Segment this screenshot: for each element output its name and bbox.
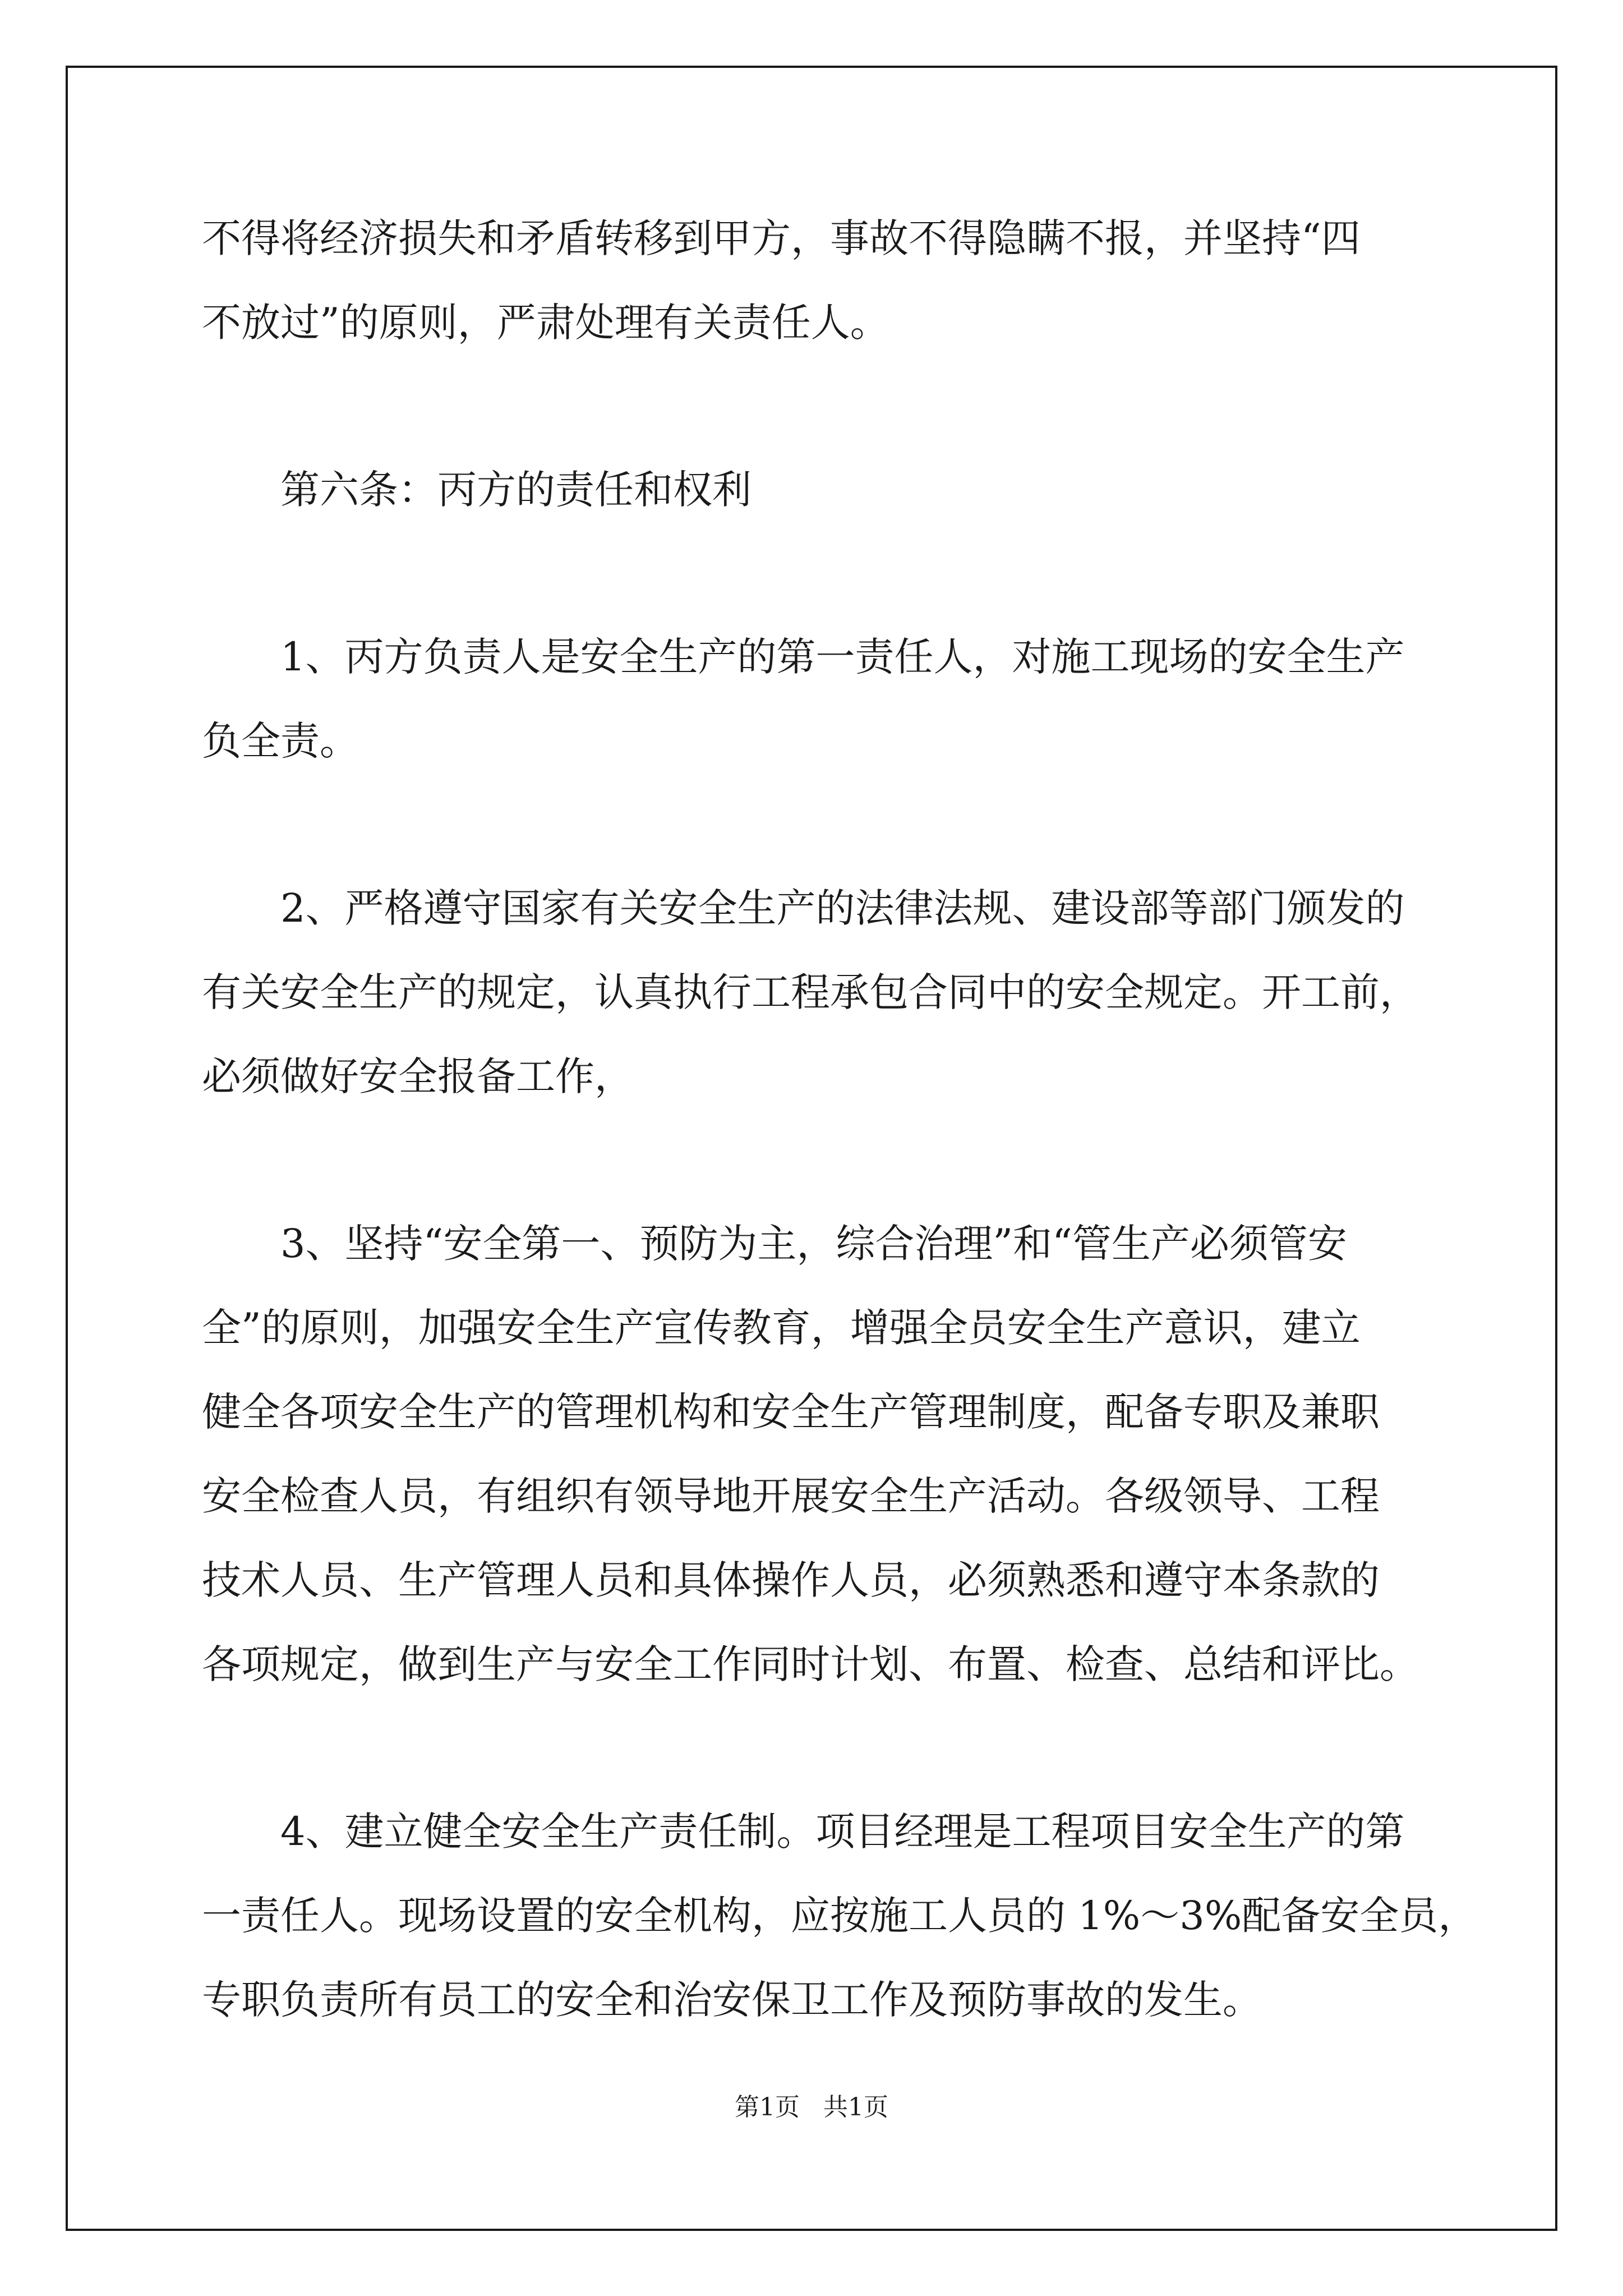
paragraph-item-4: [202, 1789, 1478, 2042]
heading-line: 第六条：丙方的责任和权利: [280, 467, 751, 513]
text-line: 安全检查人员，有组织有领导地开展安全生产活动。各级领导、工程: [202, 1473, 1380, 1519]
text-line: 技术人员、生产管理人员和具体操作人员，必须熟悉和遵守本条款的: [202, 1557, 1380, 1603]
paragraph-item-2: [202, 866, 1436, 1119]
text-line: 健全各项安全生产的管理机构和安全生产管理制度，配备专职及兼职: [202, 1389, 1380, 1435]
text-line: 不放过”的原则，严肃处理有关责任人。: [202, 300, 889, 346]
text-line: 1、丙方负责人是安全生产的第一责任人，对施工现场的安全生产: [280, 634, 1405, 680]
section-heading: [202, 448, 1436, 532]
page-footer: 第1页 共1页: [735, 2093, 888, 2122]
text-line: 必须做好安全报备工作，: [202, 1053, 634, 1099]
text-line: 一责任人。现场设置的安全机构，应按施工人员的 1%～3%配备安全员，: [202, 1893, 1478, 1939]
document-body: [202, 196, 1478, 2042]
paragraph-continuation: [202, 196, 1436, 365]
text-line: 负全责。: [202, 718, 359, 764]
text-line: 各项规定，做到生产与安全工作同时计划、布置、检查、总结和评比。: [202, 1641, 1419, 1687]
paragraph-item-1: [202, 615, 1436, 783]
text-line: 全”的原则，加强安全生产宣传教育，增强全员安全生产意识，建立: [202, 1305, 1361, 1351]
text-line: 有关安全生产的规定，认真执行工程承包合同中的安全规定。开工前，: [202, 969, 1419, 1015]
text-line: 不得将经济损失和矛盾转移到甲方，事故不得隐瞒不报，并坚持“四: [202, 215, 1361, 261]
text-line: 3、坚持“安全第一、预防为主，综合治理”和“管生产必须管安: [280, 1221, 1347, 1267]
text-line: 2、严格遵守国家有关安全生产的法律法规、建设部等部门颁发的: [280, 885, 1405, 931]
paragraph-item-3: [202, 1202, 1436, 1706]
text-line: 4、建立健全安全生产责任制。项目经理是工程项目安全生产的第: [280, 1809, 1405, 1855]
text-line: 专职负责所有员工的安全和治安保卫工作及预防事故的发生。: [202, 1977, 1262, 2023]
